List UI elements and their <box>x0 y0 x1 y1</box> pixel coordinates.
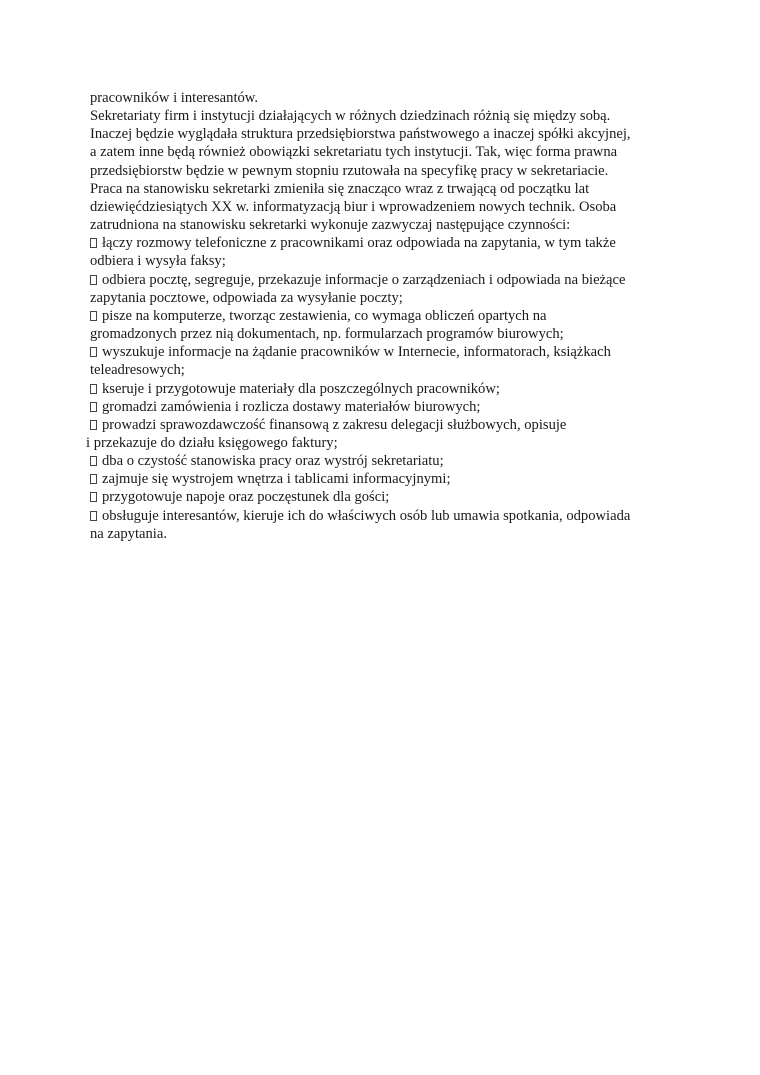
list-item-text: odbiera pocztę, segreguje, przekazuje informacje o zarządzeniach i odpowiada na bieżące <box>102 271 626 288</box>
list-item-continuation: na zapytania. <box>90 525 167 542</box>
list-item <box>90 488 690 506</box>
bullet-icon <box>90 474 97 484</box>
bullet-icon <box>90 275 97 285</box>
list-item <box>90 398 690 416</box>
list-item <box>90 271 690 289</box>
list-item-text: kseruje i przygotowuje materiały dla poszczególnych pracowników; <box>102 380 500 397</box>
list-item <box>90 380 690 398</box>
list-item-continuation: zapytania pocztowe, odpowiada za wysyłanie poczty; <box>90 289 403 306</box>
bullet-icon <box>90 420 97 430</box>
list-item-text: wyszukuje informacje na żądanie pracowników w Internecie, informatorach, książkach <box>102 344 611 361</box>
paragraph-line: Praca na stanowisku sekretarki zmieniła się znacząco wraz z trwającą od początku lat <box>90 180 590 197</box>
list-item-continuation: odbiera i wysyła faksy; <box>90 253 226 270</box>
paragraph-line: a zatem inne będą również obowiązki sekretariatu tych instytucji. Tak, więc forma prawna <box>90 144 618 161</box>
list-item <box>90 234 690 252</box>
list-item <box>90 307 690 325</box>
list-item-text: przygotowuje napoje oraz poczęstunek dla gości; <box>102 489 390 506</box>
bullet-icon <box>90 456 97 466</box>
bullet-icon <box>90 311 97 321</box>
list-item-text: gromadzi zamówienia i rozlicza dostawy materiałów biurowych; <box>102 398 481 415</box>
list-item <box>90 343 690 361</box>
bullet-icon <box>90 347 97 357</box>
bullet-icon <box>90 238 97 248</box>
paragraph-line: zatrudniona na stanowisku sekretarki wykonuje zazwyczaj następujące czynności: <box>90 217 571 234</box>
paragraph-line: Inaczej będzie wyglądała struktura przedsiębiorstwa państwowego a inaczej spółki akcyjnej, <box>90 126 631 143</box>
paragraph-line: Sekretariaty firm i instytucji działających w różnych dziedzinach różnią się między sobą. <box>90 108 611 125</box>
list-item-continuation: teleadresowych; <box>90 362 185 379</box>
list-item <box>90 507 690 525</box>
bullet-icon <box>90 492 97 502</box>
list-item-text: prowadzi sprawozdawczość finansową z zakresu delegacji służbowych, opisuje <box>102 416 567 433</box>
list-item-text: łączy rozmowy telefoniczne z pracownikami oraz odpowiada na zapytania, w tym także <box>102 235 616 252</box>
list-item-continuation: gromadzonych przez nią dokumentach, np. formularzach programów biurowych; <box>90 326 564 343</box>
paragraph-line: przedsiębiorstw będzie w pewnym stopniu rzutowała na specyfikę pracy w sekretariacie. <box>90 162 609 179</box>
list-item-text: pisze na komputerze, tworząc zestawienia, co wymaga obliczeń opartych na <box>102 307 547 324</box>
bullet-icon <box>90 402 97 412</box>
document-body <box>86 89 690 543</box>
list-item-text: obsługuje interesantów, kieruje ich do właściwych osób lub umawia spotkania, odpowiada <box>102 507 631 524</box>
list-item-text: dba o czystość stanowiska pracy oraz wystrój sekretariatu; <box>102 453 444 470</box>
list-item <box>90 416 690 434</box>
paragraph-line: pracowników i interesantów. <box>90 90 259 106</box>
list-item <box>90 470 690 488</box>
bullet-icon <box>90 511 97 521</box>
paragraph-line: dziewięćdziesiątych XX w. informatyzacją biur i wprowadzeniem nowych technik. Osoba <box>90 198 617 215</box>
list-item-text: zajmuje się wystrojem wnętrza i tablicami informacyjnymi; <box>102 471 451 488</box>
list-item <box>90 452 690 470</box>
list-item-continuation: i przekazuje do działu księgowego faktury; <box>86 434 338 451</box>
bullet-icon <box>90 384 97 394</box>
